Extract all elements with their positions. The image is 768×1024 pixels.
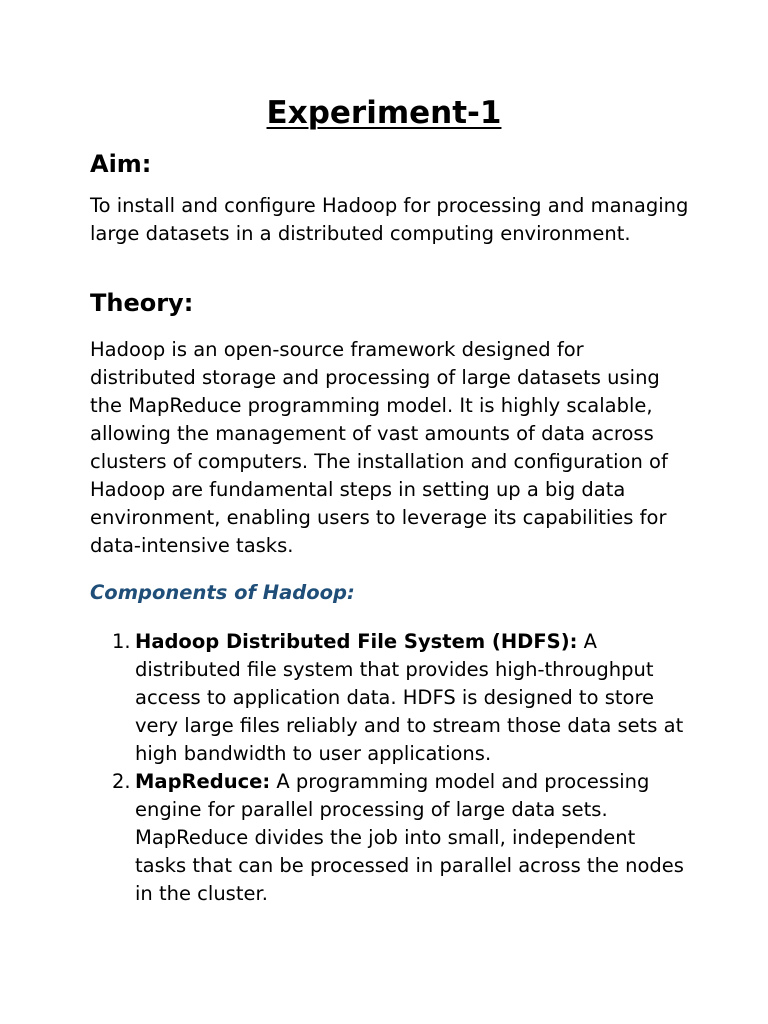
page-title: Experiment-1 [266,95,502,131]
list-item-number: 2. [112,770,131,793]
aim-text: To install and configure Hadoop for processing and managing large datasets in a distributed computing environment. [90,194,689,245]
theory-heading: Theory: [90,289,194,317]
list-item-description: A programming model and processing engine for parallel processing of large data sets. MapReduce divides the job into small, independent tasks that can be processed in parallel across the nodes in the cluster. [135,770,684,905]
components-heading: Components of Hadoop: [90,581,355,604]
list-item-mapreduce [90,768,690,908]
list-item-hdfs [90,628,690,768]
components-list [90,628,690,908]
list-item-term: Hadoop Distributed File System (HDFS): [135,630,578,653]
list-item-number: 1. [112,630,131,653]
list-item-term: MapReduce: [135,770,271,793]
aim-heading: Aim: [90,150,152,178]
theory-text: Hadoop is an open-source framework designed for distributed storage and processing of large datasets using the MapReduce programming model. It is highly scalable, allowing the management of vast amounts of data across clusters of computers. The installation and configuration of Hadoop are fundamental steps in setting up a big data environment, enabling users to leverage its capabilities for data-intensive tasks. [90,338,668,557]
list-item-description: A distributed file system that provides high-throughput access to application data. HDFS is designed to store very large files reliably and to stream those data sets at high bandwidth to user applications. [135,630,684,765]
